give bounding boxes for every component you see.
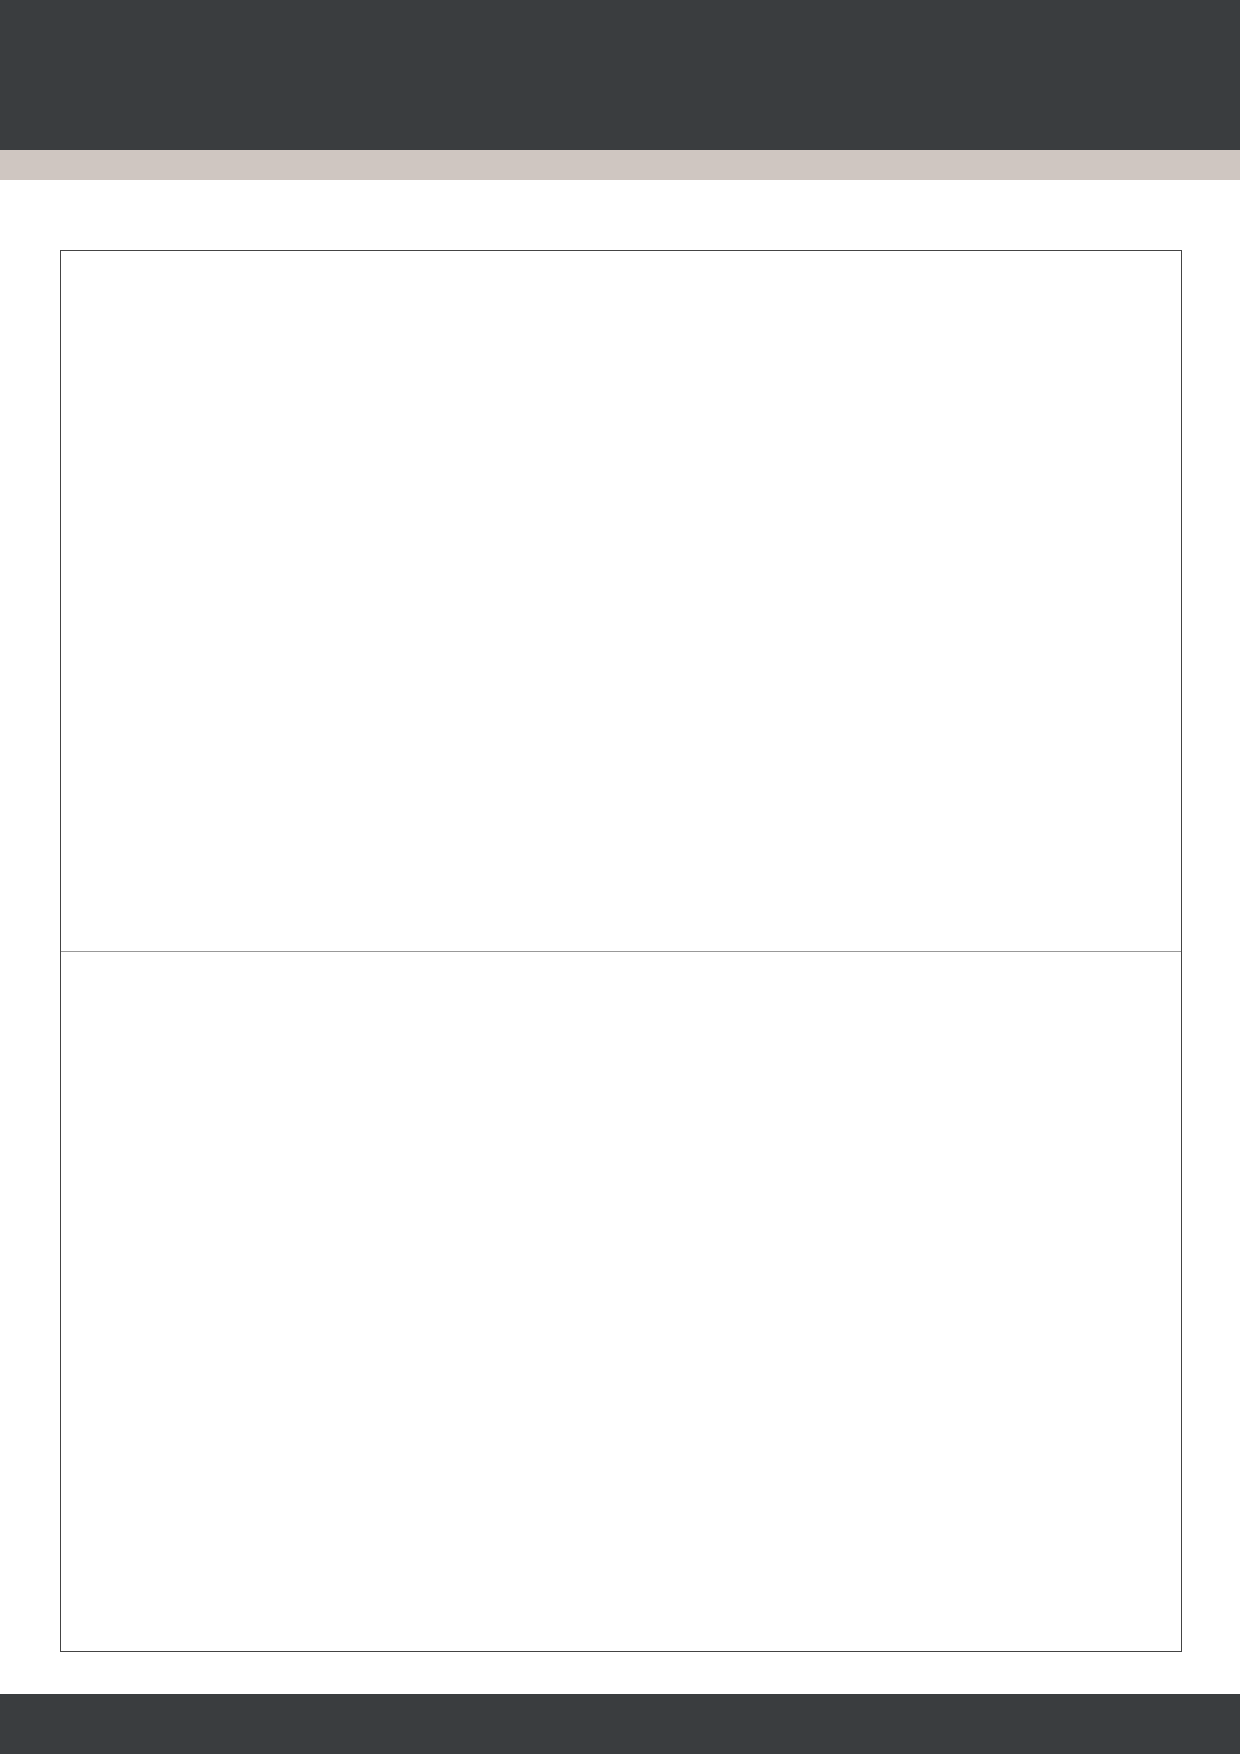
divider xyxy=(61,951,1181,952)
content-area xyxy=(60,250,1182,1652)
footer-band xyxy=(0,1694,1240,1754)
header-band xyxy=(0,0,1240,150)
header-stripe xyxy=(0,150,1240,180)
